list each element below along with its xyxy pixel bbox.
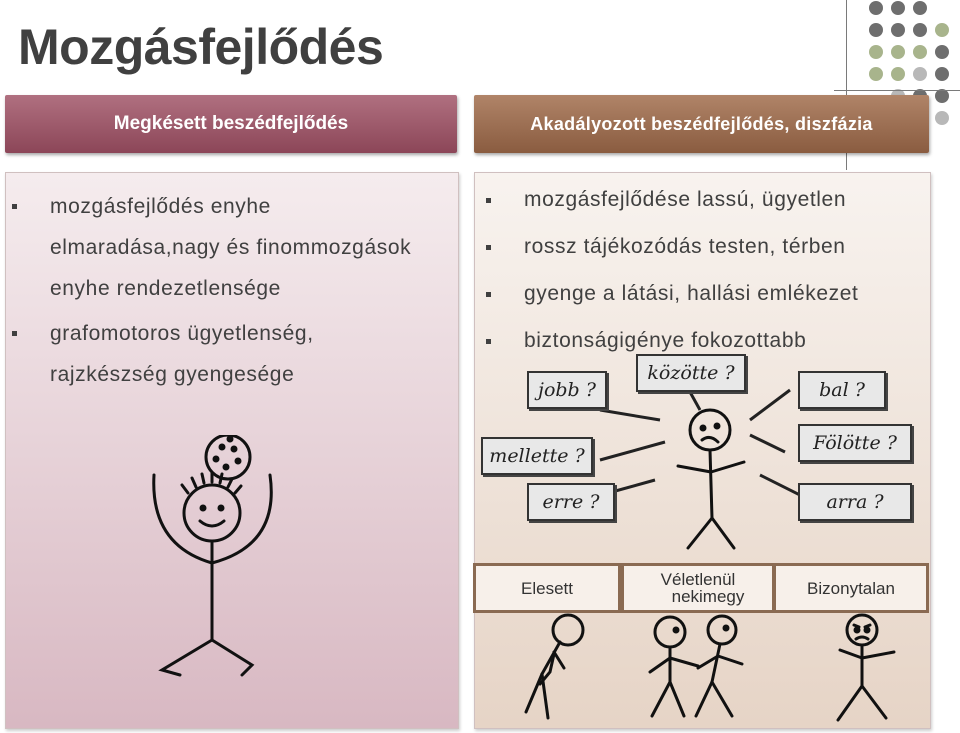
falling-stick-figure-icon — [510, 612, 590, 724]
right-bullet-3: gyenge a látási, hallási emlékezet — [524, 280, 924, 327]
left-bullet-list — [50, 186, 430, 399]
label-elesett-text: Elesett — [521, 578, 573, 598]
left-bullet-2: grafomotoros ügyetlenség, rajzkészség gyengesége — [50, 313, 430, 395]
right-bullet-2: rossz tájékozódás testen, térben — [524, 233, 924, 280]
label-elesett — [473, 563, 621, 613]
unsure-stick-figure-icon — [820, 612, 910, 724]
label-veletlenul — [621, 563, 775, 613]
question-tag-bal: bal ? — [798, 371, 886, 409]
question-tag-folotte: Fölötte ? — [798, 424, 912, 462]
question-tag-arra: arra ? — [798, 483, 912, 521]
left-bullet-1: mozgásfejlődés enyhe elmaradása,nagy és finommozgások enyhe rendezetlensége — [50, 186, 430, 309]
label-veletlenul-line1: Véletlenül — [660, 570, 736, 589]
label-veletlenul-line2: nekimegy — [671, 587, 745, 606]
question-tag-jobb: jobb ? — [527, 371, 607, 409]
label-bizonytalan — [773, 563, 929, 613]
right-column-header: Akadályozott beszédfejlődés, diszfázia — [474, 95, 929, 153]
juggling-stick-figure-icon — [140, 435, 300, 685]
right-bullet-1: mozgásfejlődése lassú, ügyetlen — [524, 186, 924, 233]
page-title: Mozgásfejlődés — [18, 19, 384, 75]
decorative-horizontal-line — [834, 90, 960, 91]
label-bizonytalan-text: Bizonytalan — [807, 578, 895, 598]
right-bullet-list — [524, 186, 924, 374]
bumping-stick-figures-icon — [640, 612, 750, 724]
question-tag-mellette: mellette ? — [481, 437, 593, 475]
right-bullet-4: biztonságigénye fokozottabb — [524, 327, 924, 374]
question-tag-erre: erre ? — [527, 483, 615, 521]
question-tag-kozotte: közötte ? — [636, 354, 746, 392]
left-column-header: Megkésett beszédfejlődés — [5, 95, 457, 153]
